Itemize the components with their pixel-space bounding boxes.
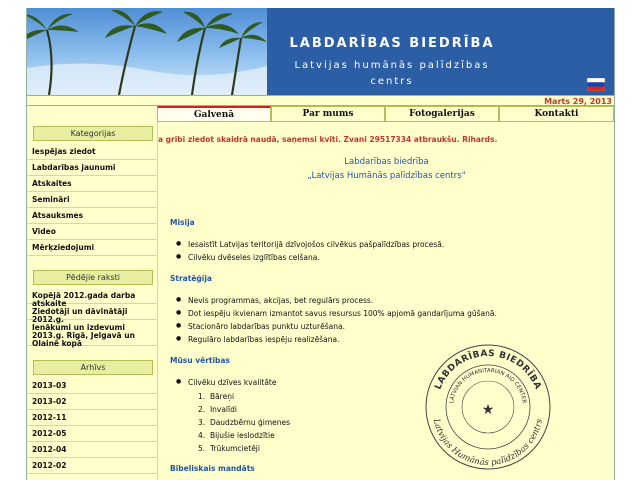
values-subitem-number: 5. [198, 444, 210, 453]
archive-link[interactable]: 2012-05 [27, 426, 157, 442]
archive-heading: Arhīvs [33, 360, 153, 375]
recent-posts-heading: Pēdējie raksti [33, 270, 153, 285]
main-content [157, 122, 614, 480]
values-subitem-label: Trūkumcietēji [209, 444, 260, 453]
values-subitem [198, 418, 290, 427]
archive-link[interactable]: 2012-02 [27, 458, 157, 474]
values-subitem-number: 3. [198, 418, 210, 427]
values-subitem [198, 405, 237, 414]
recent-post-link[interactable]: Ziedotāji un dāvinātāji 2012.g. [27, 304, 157, 320]
mission-heading: Misija [170, 218, 195, 227]
scrolling-announcement: a gribi ziedot skaidrā naudā, saņemsi kvīti. Zvani 29517334 atbraukšu. Rihards. [158, 135, 498, 144]
values-subitem-label: Bijušie ieslodzītie [209, 431, 275, 440]
sidebar-item-seminari[interactable]: Semināri [27, 192, 157, 208]
date-bar [27, 95, 614, 106]
site-subtitle-line2: centrs [370, 76, 414, 87]
categories-heading: Kategorijas [33, 126, 153, 141]
tab-kontakti[interactable]: Kontakti [499, 106, 614, 122]
strategy-heading: Stratēģija [170, 274, 212, 283]
categories-list [27, 144, 157, 256]
mission-item: ● Iesaistīt Latvijas teritorijā dzīvojošos cilvēkus pašpalīdzības procesā. [188, 240, 444, 249]
site-title: LABDARĪBAS BIEDRĪBA [289, 36, 495, 51]
archive-list [27, 378, 157, 474]
site-header [27, 8, 614, 95]
tab-par-mums[interactable]: Par mums [271, 106, 385, 122]
sidebar-item-atskaites[interactable]: Atskaites [27, 176, 157, 192]
stamp-inner-text: LATVIAN HUMANITARIAN AID CENTER [449, 367, 527, 404]
strategy-item: ● Stacionāro labdarības punktu uzturēšana. [188, 322, 345, 331]
stamp-outer-text: LABDARĪBAS BIEDRĪBA [433, 348, 543, 392]
sidebar-item-labdaribas-jaunumi[interactable]: Labdarības jaunumi [27, 160, 157, 176]
strategy-item: ● Nevis programmas, akcijas, bet regulārs process. [188, 296, 373, 305]
header-palm-image [27, 8, 267, 95]
values-heading: Mūsu vērtības [170, 356, 230, 365]
organization-stamp [423, 342, 553, 472]
sidebar-item-atsauksmes[interactable]: Atsauksmes [27, 208, 157, 224]
values-subitem [198, 392, 234, 401]
archive-link[interactable]: 2012-04 [27, 442, 157, 458]
archive-link[interactable]: 2013-02 [27, 394, 157, 410]
org-name-line1: Labdarības biedrība [344, 157, 429, 167]
values-subitem [198, 444, 260, 453]
strategy-item: ● Dot iespēju ikvienam izmantot savus resursus 100% apjomā gandarījuma gūšanā. [188, 309, 497, 318]
svg-text:LATVIAN HUMANITARIAN AID CENTE [449, 368, 527, 404]
site-subtitle [277, 58, 507, 90]
main-nav-tabs [157, 106, 614, 122]
values-subitem-number: 1. [198, 392, 210, 401]
recent-posts-list [27, 288, 157, 346]
values-item: ● Cilvēku dzīves kvalitāte [188, 378, 276, 387]
mission-item: ● Cilvēku dvēseles izglītības celšana. [188, 253, 320, 262]
org-name-line2: „Latvijas Humānās palīdzības centrs" [307, 171, 466, 181]
tab-galvena[interactable]: Galvenā [157, 106, 271, 122]
sidebar-item-iespejas-ziedot[interactable]: Iespējas ziedot [27, 144, 157, 160]
bible-mandate-heading: Bibeliskais mandāts [170, 464, 255, 473]
stamp-bottom-text: Latvijas Humānās palīdzības centrs [430, 417, 546, 469]
tab-fotogalerijas[interactable]: Fotogalerijas [385, 106, 499, 122]
recent-post-link[interactable]: Ienākumi un izdevumi 2013.g. Rīgā, Jelgavā un Olainē kopā [27, 320, 157, 346]
current-date: Marts 29, 2013 [544, 97, 612, 106]
sidebar [27, 106, 157, 480]
sidebar-item-video[interactable]: Video [27, 224, 157, 240]
values-subitem-number: 2. [198, 405, 210, 414]
values-subitem-number: 4. [198, 431, 210, 440]
strategy-item: ● Regulāro labdarības iespēju realizēšana. [188, 335, 339, 344]
archive-link[interactable]: 2012-11 [27, 410, 157, 426]
values-subitem-label: Daudzbērnu ģimenes [209, 418, 291, 427]
svg-text:Latvijas Humānās palīdzības ce [431, 417, 546, 468]
archive-link[interactable]: 2013-03 [27, 378, 157, 394]
values-subitem-label: Invalīdi [209, 405, 237, 414]
page-wrapper [26, 8, 615, 480]
stamp-star-icon: ★ [481, 402, 495, 418]
sidebar-item-merkziedojumi[interactable]: Mērķziedojumi [27, 240, 157, 256]
values-subitem-label: Bāreņi [209, 392, 235, 401]
site-subtitle-line1: Latvijas humānās palīdzības [294, 60, 490, 71]
russian-flag-icon[interactable] [587, 78, 605, 91]
recent-post-link[interactable]: Kopējā 2012.gada darba atskaite [27, 288, 157, 304]
values-subitem [198, 431, 275, 440]
